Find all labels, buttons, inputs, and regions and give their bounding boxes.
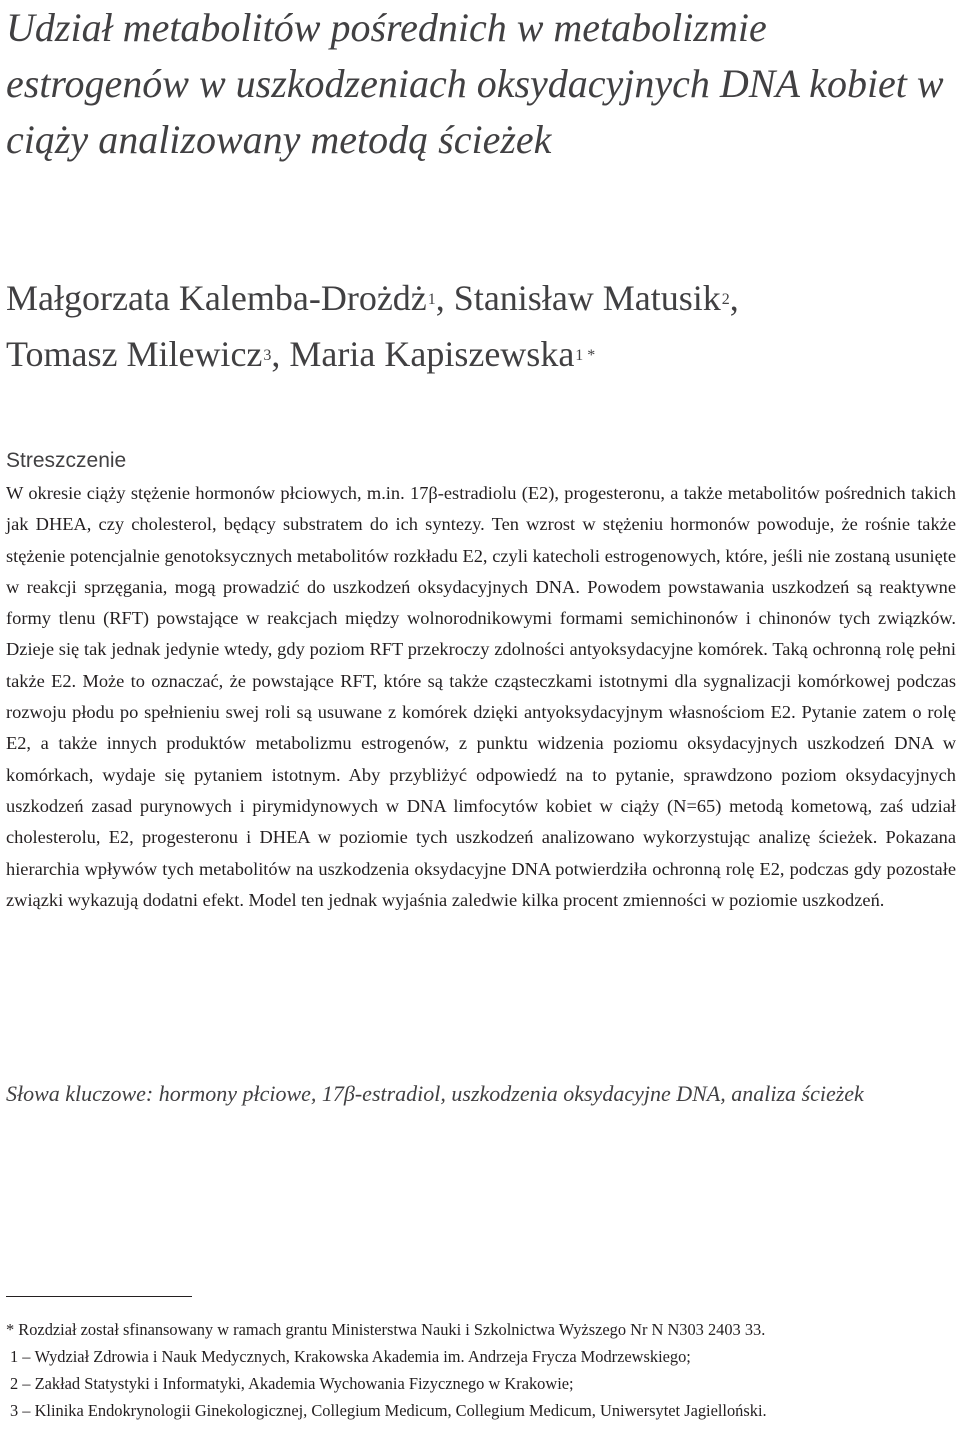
author-name: Maria Kapiszewska	[289, 334, 575, 374]
footnote-text: Wydział Zdrowia i Nauk Medycznych, Krakowska Akademia im. Andrzeja Frycza Modrzewskiego;	[34, 1347, 691, 1366]
abstract-heading: Streszczenie	[6, 449, 127, 472]
footnote-affiliation-3	[6, 1397, 958, 1424]
footnote-text: Zakład Statystyki i Informatyki, Akademia Wychowania Fizycznego w Krakowie;	[34, 1374, 574, 1393]
author-affiliation-mark: 3	[263, 347, 272, 364]
article-title: Udział metabolitów pośrednich w metabolizmie estrogenów w uszkodzeniach oksydacyjnych DNA kobiet w ciąży analizowany metodą ścieżek	[6, 5, 944, 162]
footnote-divider	[6, 1296, 192, 1297]
footnote-text: Klinika Endokrynologii Ginekologicznej, Collegium Medicum, Collegium Medicum, Uniwersytet Jagielloński.	[34, 1401, 767, 1420]
author-separator: ,	[271, 334, 290, 374]
author-separator: ,	[435, 278, 454, 318]
author-name: Małgorzata Kalemba-Drożdż	[6, 278, 427, 318]
footnote-affiliation-1	[6, 1343, 958, 1370]
footnote-mark: 2 –	[10, 1374, 35, 1393]
author-name: Tomasz Milewicz	[6, 334, 263, 374]
footnote-funding	[6, 1316, 958, 1343]
author-affiliation-mark: 1 *	[575, 347, 596, 364]
author-affiliation-mark: 1	[427, 291, 436, 308]
abstract-text: W okresie ciąży stężenie hormonów płciowych, m.in. 17β-estradiolu (E2), progesteronu, a także metabolitów pośrednich takich jak DHEA, czy cholesterol, będący substratem do ich syntezy. Ten wzrost w stężeniu hormonów powoduje, że rośnie także stężenie potencjalnie genotoksycznych metabolitów rozkładu E2, czyli katecholi estrogenowych, które, jeśli nie zostaną usunięte w reakcji sprzęgania, mogą prowadzić do uszkodzeń oksydacyjnych DNA. Powodem powstawania uszkodzeń są reaktywne formy tlenu (RFT) powstające w reakcjach między wolnorodnikowymi formami semichinonów i chinonów tych związków. Dzieje się tak jednak jedynie wtedy, gdy poziom RFT przekroczy zdolności antyoksydacyjne komórek. Taką ochronną rolę pełni także E2. Może to oznaczać, że powstające RFT, które są także cząsteczkami istotnymi dla sygnalizacji komórkowej podczas rozwoju płodu po spełnieniu swej roli są usuwane z komórek dzięki antyoksydacyjnym własnościom E2. Pytanie zatem o rolę E2, a także innych produktów metabolizmu estrogenów, z punktu widzenia poziomu oksydacyjnych uszkodzeń DNA w komórkach, wydaje się pytaniem istotnym. Aby przybliżyć odpowiedź na to pytanie, sprawdzono poziom oksydacyjnych uszkodzeń zasad purynowych i pirymidynowych w DNA limfocytów kobiet w ciąży (N=65) metodą kometową, zaś udział cholesterolu, E2, progesteronu i DHEA w poziomie tych uszkodzeń analizowano wykorzystując analizę ścieżek. Pokazana hierarchia wpływów tych metabolitów na uszkodzenia oksydacyjne DNA potwierdziła ochronną rolę E2, podczas gdy pozostałe związki wykazują dodatni efekt. Model ten jednak wyjaśnia zaledwie kilka procent zmienności w poziomie uszkodzeń.	[6, 483, 956, 910]
footnotes	[6, 1316, 958, 1424]
footnote-text: Rozdział został sfinansowany w ramach grantu Ministerstwa Nauki i Szkolnictwa Wyższego Nr N N303 2403 33.	[18, 1320, 766, 1339]
footnote-mark: 3 –	[10, 1401, 35, 1420]
footnote-mark: 1 –	[10, 1347, 35, 1366]
author-list	[6, 270, 946, 382]
keywords: Słowa kluczowe: hormony płciowe, 17β-estradiol, uszkodzenia oksydacyjne DNA, analiza ścieżek	[6, 1081, 864, 1106]
author-name: Stanisław Matusik	[453, 278, 721, 318]
footnote-mark: *	[6, 1320, 19, 1339]
author-separator: ,	[729, 278, 739, 318]
author-affiliation-mark: 2	[721, 291, 730, 308]
footnote-affiliation-2	[6, 1370, 958, 1397]
